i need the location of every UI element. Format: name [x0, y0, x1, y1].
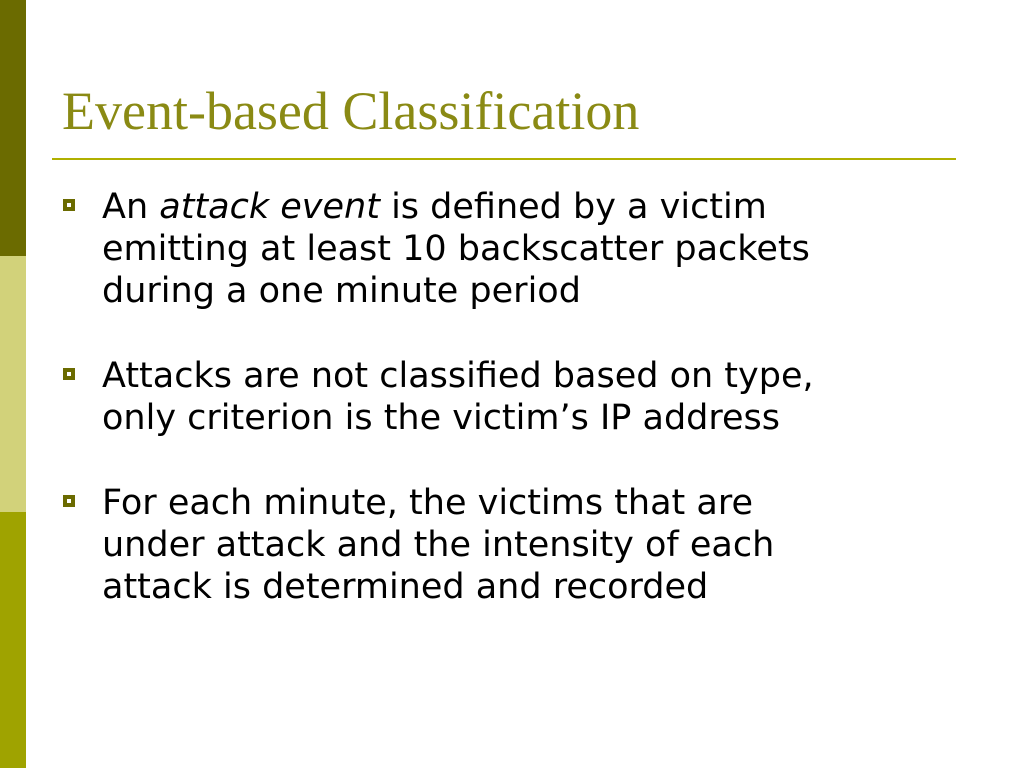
bullet-text [102, 355, 962, 439]
bullet-line: only criterion is the victim’s IP address [102, 398, 781, 438]
bullet-item-per-minute-recording [62, 482, 962, 608]
bullet-text-suffix: is defined by a victim [379, 187, 767, 227]
bullet-line: emitting at least 10 backscatter packets [102, 229, 810, 269]
emphasized-term: attack event [159, 187, 380, 227]
title-underline-rule [52, 158, 956, 160]
hollow-square-icon [63, 199, 75, 211]
bullet-line [102, 186, 962, 228]
side-bar-middle-segment [0, 256, 26, 512]
bullet-text [102, 482, 962, 608]
bullet-line: under attack and the intensity of each [102, 525, 775, 565]
bullet-list [62, 186, 962, 608]
bullet-line: For each minute, the victims that are [102, 483, 753, 523]
bullet-text [102, 186, 962, 312]
hollow-square-icon [63, 368, 75, 380]
bullet-line: Attacks are not classified based on type, [102, 356, 814, 396]
bullet-line: during a one minute period [102, 271, 581, 311]
bullet-text-prefix: An [102, 187, 160, 227]
bullet-item-attack-event [62, 186, 962, 312]
bullet-line: attack is determined and recorded [102, 567, 709, 607]
bullet-item-classification-criterion [62, 355, 962, 439]
side-bar-bottom-segment [0, 512, 26, 768]
hollow-square-icon [63, 495, 75, 507]
slide-title: Event-based Classification [62, 81, 640, 141]
side-bar-top-segment [0, 0, 26, 256]
